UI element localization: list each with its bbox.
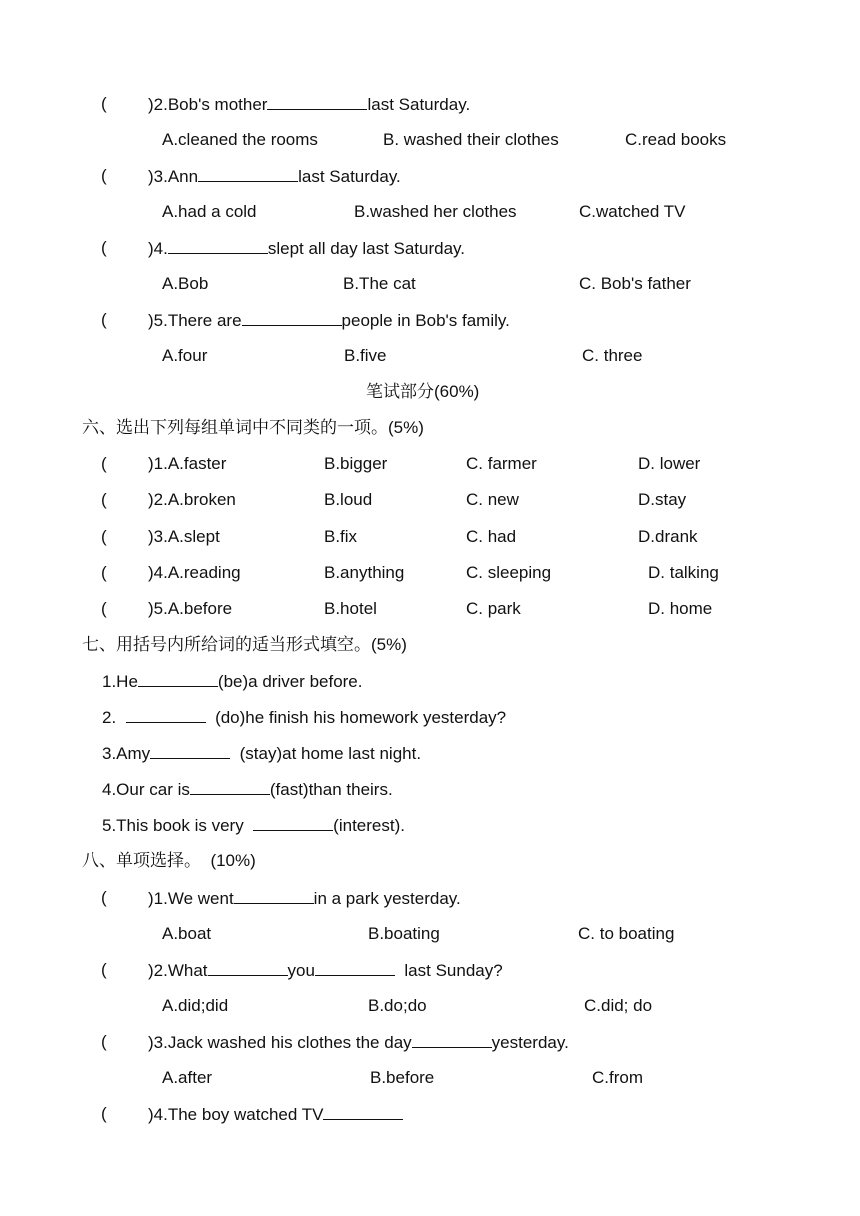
question-text: )2.Bob's mother last Saturday. — [148, 95, 471, 114]
fill-item-3: 3.Amy (stay)at home last night. — [102, 744, 422, 763]
question-text: )3.Jack washed his clothes the day yesterday. — [148, 1033, 569, 1052]
option-a: A.had a cold — [162, 202, 257, 221]
option-c: C. three — [582, 346, 643, 365]
option-a: A.cleaned the rooms — [162, 130, 318, 149]
answer-paren[interactable]: ( — [101, 94, 107, 113]
answer-blank[interactable] — [412, 1031, 492, 1048]
section-6-title: 六、选出下列每组单词中不同类的一项。(5%) — [82, 418, 424, 437]
fill-item-2: 2. (do)he finish his homework yesterday? — [102, 708, 507, 727]
word-row-5-c: C. park — [466, 599, 521, 618]
word-row-1-d: D. lower — [638, 454, 701, 473]
answer-blank[interactable] — [190, 778, 270, 795]
option-c: C.did; do — [584, 996, 653, 1015]
answer-blank[interactable] — [315, 959, 395, 976]
option-b: B. washed their clothes — [383, 130, 559, 149]
option-b: B.five — [344, 346, 387, 365]
option-a: A.boat — [162, 924, 212, 943]
word-row-1-a: )1.A.faster — [148, 454, 227, 473]
option-c: C. to boating — [578, 924, 675, 943]
word-row-5-a: )5.A.before — [148, 599, 233, 618]
option-a: A.four — [162, 346, 208, 365]
option-c: C.read books — [625, 130, 727, 149]
answer-blank[interactable] — [168, 237, 268, 254]
word-row-1-c: C. farmer — [466, 454, 537, 473]
answer-paren[interactable]: ( — [101, 960, 107, 979]
answer-paren[interactable]: ( — [101, 527, 107, 546]
question-text: )5.There are people in Bob's family. — [148, 311, 510, 330]
word-row-3-c: C. had — [466, 527, 517, 546]
option-b: B.The cat — [343, 274, 416, 293]
word-row-4-c: C. sleeping — [466, 563, 552, 582]
question-text: )4. slept all day last Saturday. — [148, 239, 466, 258]
answer-paren[interactable]: ( — [101, 490, 107, 509]
fill-item-5: 5.This book is very (interest). — [102, 816, 405, 835]
written-part-title: 笔试部分(60%) — [366, 382, 480, 401]
answer-paren[interactable]: ( — [101, 888, 107, 907]
answer-paren[interactable]: ( — [101, 166, 107, 185]
option-a: A.after — [162, 1068, 213, 1087]
answer-paren[interactable]: ( — [101, 310, 107, 329]
question-text: )4.The boy watched TV — [148, 1103, 403, 1126]
word-row-3-b: B.fix — [324, 527, 358, 546]
question-text: )1.We went in a park yesterday. — [148, 889, 461, 908]
option-c: C. Bob's father — [579, 274, 691, 293]
answer-paren[interactable]: ( — [101, 563, 107, 582]
answer-blank[interactable] — [198, 165, 298, 182]
fill-item-4: 4.Our car is (fast)than theirs. — [102, 780, 393, 799]
word-row-4-d: D. talking — [648, 563, 719, 582]
answer-blank[interactable] — [253, 814, 333, 831]
word-row-4-a: )4.A.reading — [148, 563, 241, 582]
option-c: C.from — [592, 1068, 643, 1087]
answer-paren[interactable]: ( — [101, 599, 107, 618]
word-row-2-d: D.stay — [638, 490, 687, 509]
option-b: B.boating — [368, 924, 440, 943]
option-c: C.watched TV — [579, 202, 686, 221]
fill-item-1: 1.He (be)a driver before. — [102, 672, 363, 691]
answer-blank[interactable] — [138, 670, 218, 687]
option-a: A.Bob — [162, 274, 209, 293]
question-text: )3.Ann last Saturday. — [148, 167, 401, 186]
word-row-3-d: D.drank — [638, 527, 698, 546]
answer-blank[interactable] — [234, 887, 314, 904]
word-row-2-a: )2.A.broken — [148, 490, 236, 509]
answer-blank[interactable] — [150, 742, 230, 759]
option-b: B.washed her clothes — [354, 202, 517, 221]
question-text: )2.What you last Sunday? — [148, 961, 503, 980]
word-row-5-d: D. home — [648, 599, 713, 618]
word-row-3-a: )3.A.slept — [148, 527, 220, 546]
option-b: B.before — [370, 1068, 435, 1087]
answer-paren[interactable]: ( — [101, 1104, 107, 1123]
word-row-2-c: C. new — [466, 490, 519, 509]
answer-paren[interactable]: ( — [101, 454, 107, 473]
answer-blank[interactable] — [267, 93, 367, 110]
section-8-title: 八、单项选择。 (10%) — [82, 851, 256, 870]
word-row-4-b: B.anything — [324, 563, 405, 582]
option-a: A.did;did — [162, 996, 229, 1015]
word-row-1-b: B.bigger — [324, 454, 388, 473]
answer-paren[interactable]: ( — [101, 1032, 107, 1051]
answer-paren[interactable]: ( — [101, 238, 107, 257]
word-row-5-b: B.hotel — [324, 599, 377, 618]
answer-blank[interactable] — [126, 706, 206, 723]
option-b: B.do;do — [368, 996, 427, 1015]
word-row-2-b: B.loud — [324, 490, 373, 509]
answer-blank[interactable] — [323, 1103, 403, 1120]
answer-blank[interactable] — [208, 959, 288, 976]
answer-blank[interactable] — [242, 309, 342, 326]
section-7-title: 七、用括号内所给词的适当形式填空。(5%) — [82, 635, 407, 654]
